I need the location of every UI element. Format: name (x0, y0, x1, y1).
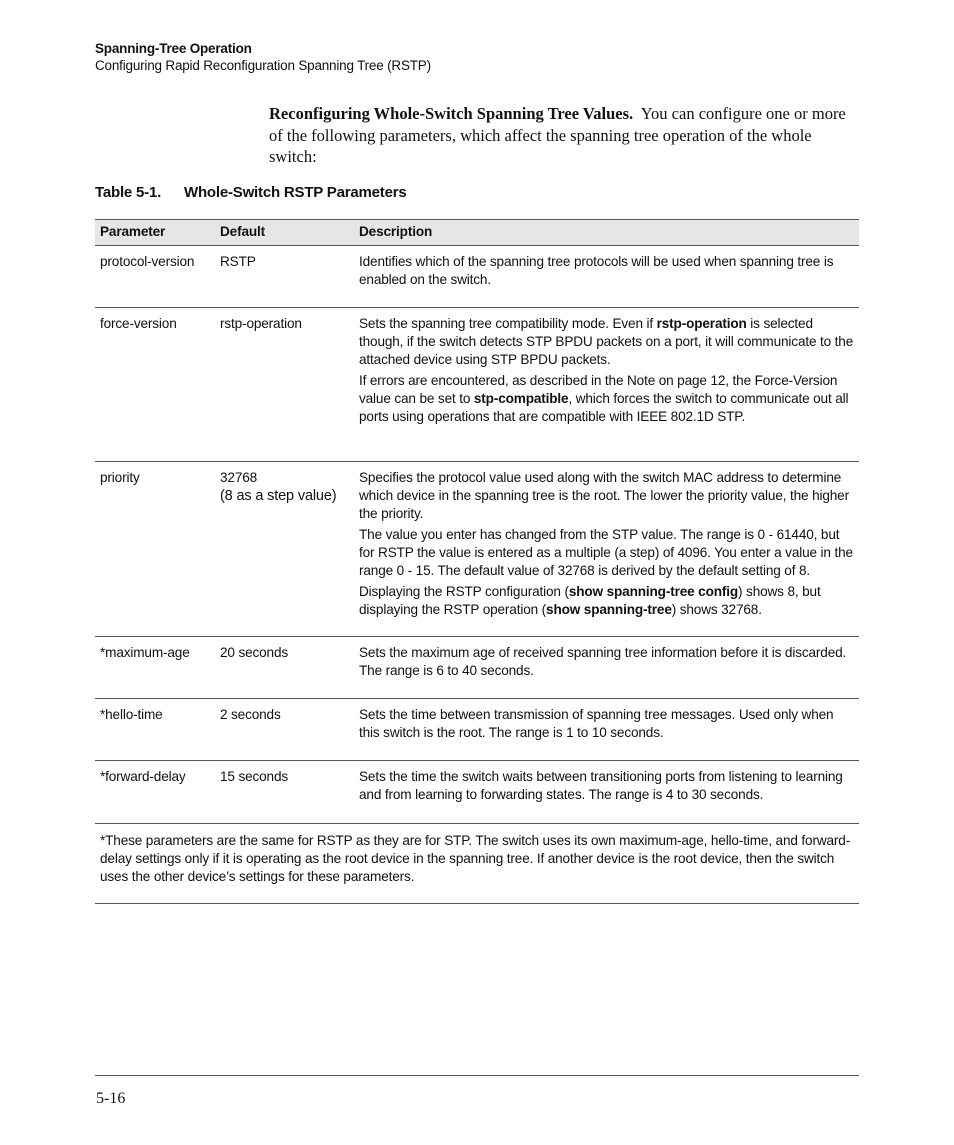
text-run: Displaying the RSTP configuration ( (359, 584, 569, 599)
table-row (95, 699, 859, 761)
column-header-description: Description (354, 220, 859, 246)
table-header-row (95, 220, 859, 246)
description-paragraph: Specifies the protocol value used along with the switch MAC address to determine which device in the spanning tree is the root. The lower the priority value, the higher the priority. (359, 470, 849, 521)
table-row (95, 462, 859, 637)
command-keyword: show spanning-tree (546, 602, 672, 617)
rstp-parameters-table (95, 219, 859, 904)
description-paragraph (359, 372, 854, 426)
column-header-default: Default (215, 220, 354, 246)
running-header-subtitle: Configuring Rapid Reconfiguration Spanning Tree (RSTP) (95, 58, 431, 73)
table-caption-title: Whole-Switch RSTP Parameters (184, 184, 407, 201)
running-header-title: Spanning-Tree Operation (95, 41, 252, 56)
command-keyword: stp-compatible (473, 391, 569, 406)
intro-heading: Reconfiguring Whole-Switch Spanning Tree Values. (269, 104, 634, 123)
text-run: ) shows 8, but displaying the RSTP operation ( (359, 584, 821, 617)
table-footnote-row (95, 824, 859, 904)
default-cell: RSTP (215, 246, 354, 308)
table-row (95, 761, 859, 824)
description-cell: Identifies which of the spanning tree protocols will be used when spanning tree is enabled on the switch. (354, 246, 859, 308)
description-cell: Sets the time between transmission of spanning tree messages. Used only when this switch is the root. The range is 1 to 10 seconds. (354, 699, 859, 761)
page-number: 5-16 (96, 1090, 126, 1107)
description-cell: Sets the time the switch waits between transitioning ports from listening to learning and from learning to forwarding states. The range is 4 to 30 seconds. (354, 761, 859, 824)
description-cell (354, 462, 859, 637)
param-cell: protocol-version (95, 246, 215, 308)
param-cell: *forward-delay (95, 761, 215, 824)
text-run: If errors are encountered, as described in the Note on page 12, the Force-Version value can be set to (359, 373, 838, 406)
table-row (95, 308, 859, 462)
table-row (95, 637, 859, 699)
table-row (95, 246, 859, 308)
description-paragraph: The value you enter has changed from the STP value. The range is 0 - 61440, but for RSTP the value is entered as a multiple (a step) of 4096. You enter a value in the range 0 - 15. The default value of 32768 is derived by the default setting of 8. (359, 527, 853, 578)
column-header-parameter: Parameter (95, 220, 215, 246)
default-note: (8 as a step value) (220, 488, 337, 504)
param-cell: *hello-time (95, 699, 215, 761)
description-paragraph (359, 583, 854, 619)
intro-paragraph (269, 103, 859, 168)
footer-rule (95, 1075, 859, 1076)
command-keyword: show spanning-tree config (568, 584, 739, 599)
intro-text: You can configure one or more of the following parameters, which affect the spanning tree operation of the whole switch: (269, 104, 846, 166)
default-cell: 15 seconds (215, 761, 354, 824)
table-caption-label: Table 5-1. (95, 184, 162, 201)
default-cell: rstp-operation (215, 308, 354, 462)
description-paragraph (359, 315, 854, 369)
default-cell: 20 seconds (215, 637, 354, 699)
param-cell: priority (95, 462, 215, 637)
text-run: Sets the spanning tree compatibility mode. Even if (359, 316, 657, 331)
table-caption (95, 184, 407, 201)
text-run: is selected though, if the switch detects STP BPDU packets on a port, it will communicate to the attached device using STP BPDU packets. (359, 316, 854, 367)
default-value: 32768 (220, 470, 258, 485)
param-cell: force-version (95, 308, 215, 462)
description-cell (354, 308, 859, 462)
text-run: ) shows 32768. (671, 602, 762, 617)
param-cell: *maximum-age (95, 637, 215, 699)
table-footnote: *These parameters are the same for RSTP as they are for STP. The switch uses its own maximum-age, hello-time, and forward-delay settings only if it is operating as the root device in the spanning tree. If another device is the root device, then the switch uses the other device’s settings for these parameters. (95, 824, 859, 904)
description-cell: Sets the maximum age of received spanning tree information before it is discarded. The range is 6 to 40 seconds. (354, 637, 859, 699)
text-run: , which forces the switch to communicate out all ports using operations that are compatible with IEEE 802.1D STP. (359, 391, 849, 424)
default-cell (215, 462, 354, 637)
command-keyword: rstp-operation (656, 316, 747, 331)
default-cell: 2 seconds (215, 699, 354, 761)
